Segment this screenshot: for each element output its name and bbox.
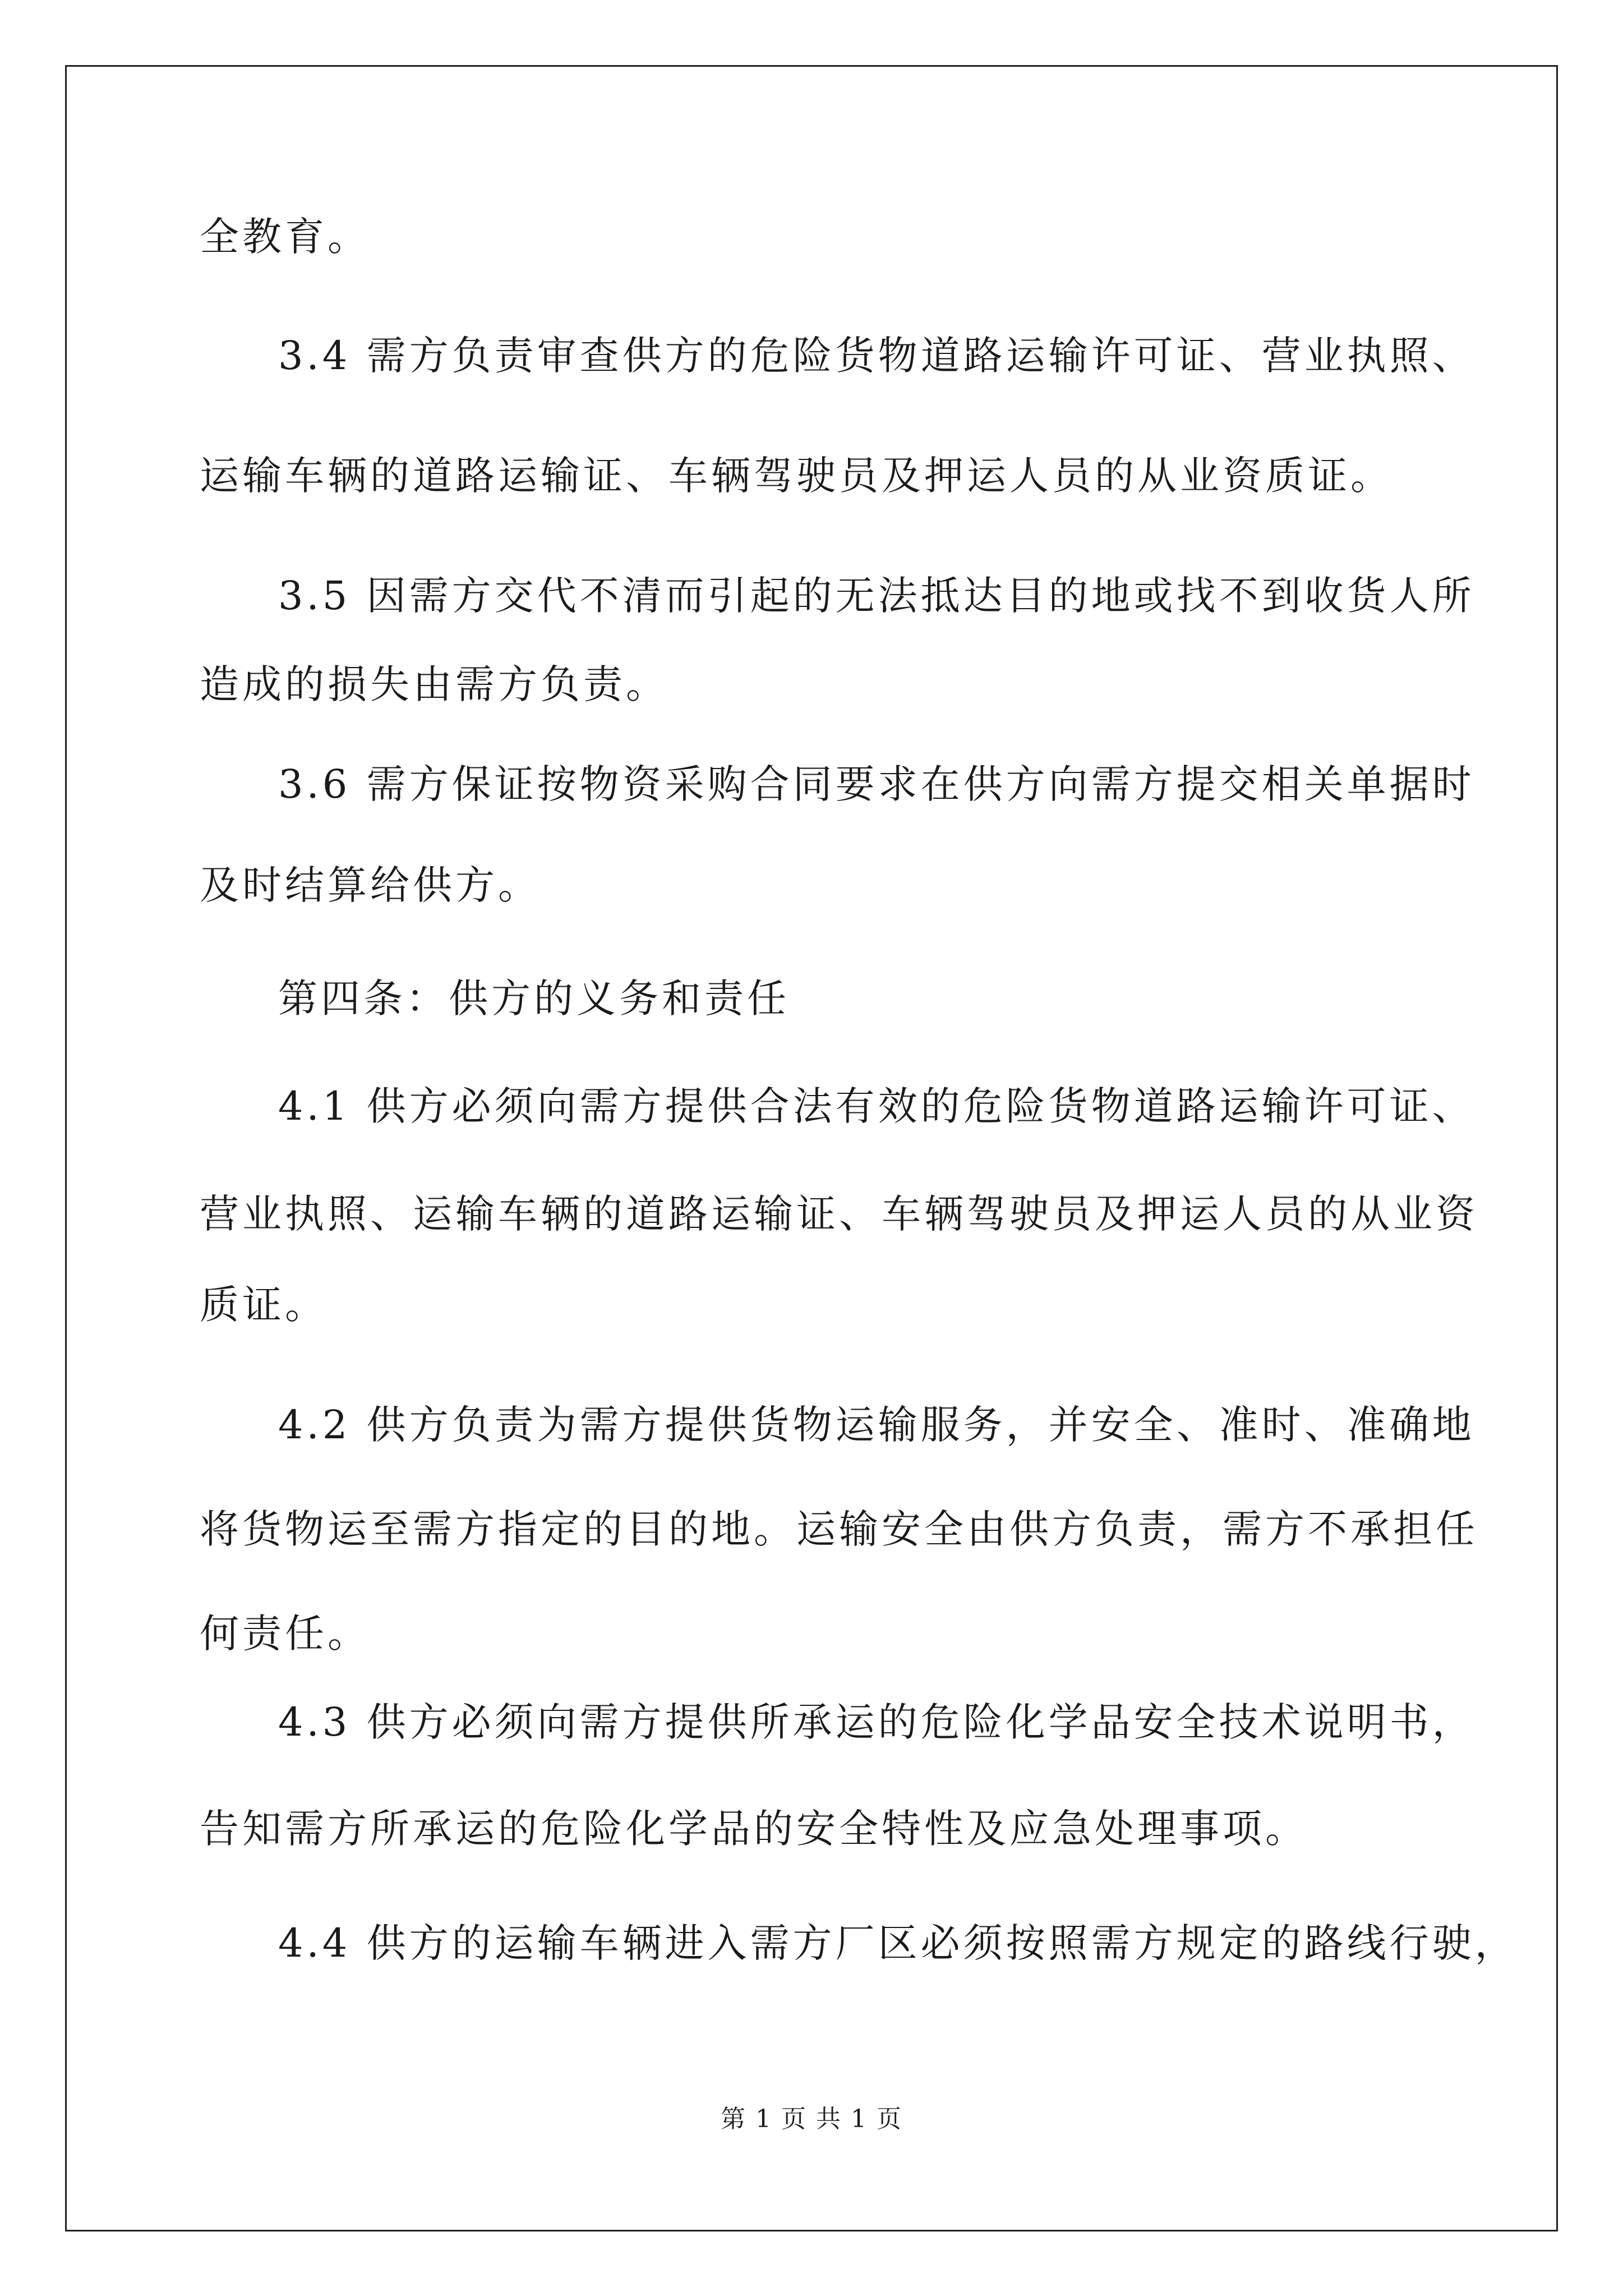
text-line: 告知需方所承运的危险化学品的安全特性及应急处理事项。 — [200, 1806, 1308, 1852]
text-line: 将货物运至需方指定的目的地。运输安全由供方负责，需方不承担任 — [200, 1506, 1478, 1552]
text-line: 4.2 供方负责为需方提供货物运输服务，并安全、准时、准确地 — [278, 1402, 1475, 1448]
section-heading: 第四条：供方的义务和责任 — [278, 976, 790, 1022]
text-line: 何责任。 — [200, 1611, 370, 1657]
page-number: 第 1 页 共 1 页 — [721, 2105, 902, 2133]
text-line: 营业执照、运输车辆的道路运输证、车辆驾驶员及押运人员的从业资 — [200, 1191, 1478, 1237]
text-line: 4.4 供方的运输车辆进入需方厂区必须按照需方规定的路线行驶， — [278, 1920, 1518, 1966]
text-line: 4.1 供方必须向需方提供合法有效的危险货物道路运输许可证、 — [278, 1083, 1475, 1129]
text-line: 4.3 供方必须向需方提供所承运的危险化学品安全技术说明书， — [278, 1699, 1475, 1745]
text-line: 运输车辆的道路运输证、车辆驾驶员及押运人员的从业资质证。 — [200, 453, 1393, 499]
text-line: 3.5 因需方交代不清而引起的无法抵达目的地或找不到收货人所 — [278, 573, 1475, 619]
text-line: 全教育。 — [200, 214, 370, 260]
text-line: 3.6 需方保证按物资采购合同要求在供方向需方提交相关单据时 — [278, 761, 1475, 807]
text-line: 造成的损失由需方负责。 — [200, 661, 668, 707]
text-line: 质证。 — [200, 1282, 328, 1328]
text-line: 及时结算给供方。 — [200, 862, 541, 908]
page-border — [65, 65, 1558, 2231]
text-line: 3.4 需方负责审查供方的危险货物道路运输许可证、营业执照、 — [278, 333, 1475, 379]
